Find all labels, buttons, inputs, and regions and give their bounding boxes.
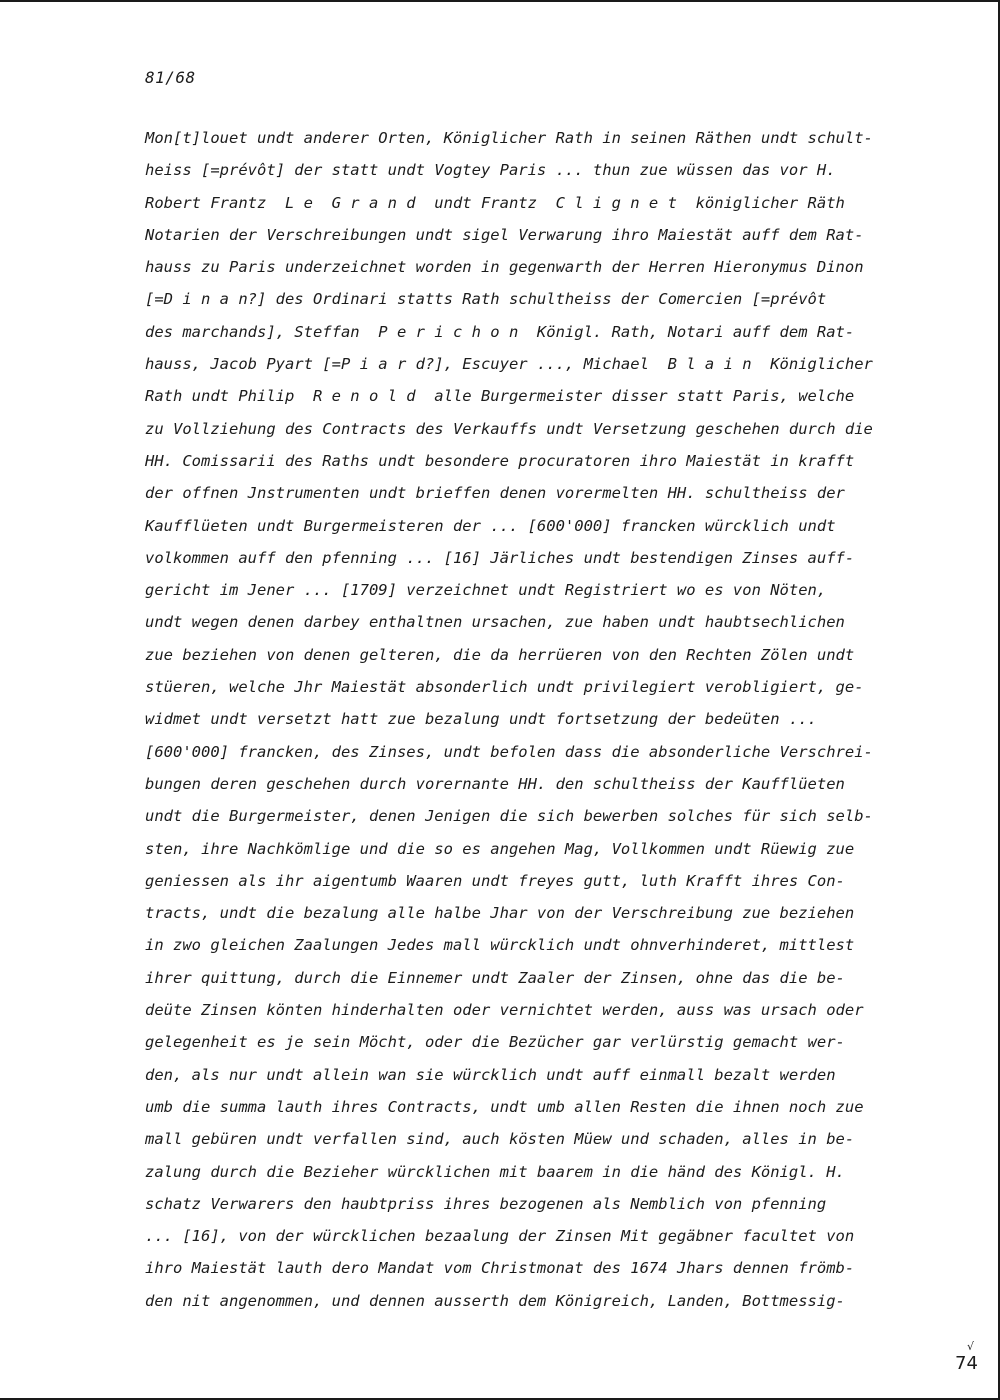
text-line: Kaufflüeten undt Burgermeisteren der ... [600'000] francken würcklich undt [145,516,836,535]
transcription-body [145,122,935,1317]
text-line: des marchands], Steffan P e r i c h o n Königl. Rath, Notari auff dem Rat- [145,322,855,341]
text-line: HH. Comissarii des Raths undt besondere procuratoren ihro Maiestät in krafft [145,451,855,470]
text-line: bungen deren geschehen durch vorernante HH. den schultheiss der Kaufflüeten [145,774,845,793]
scan-border-top [0,0,1000,2]
text-line: sten, ihre Nachkömlige und die so es angehen Mag, Vollkommen undt Rüewig zue [145,839,855,858]
text-line: Mon[t]louet undt anderer Orten, Königlicher Rath in seinen Räthen undt schult- [145,129,873,147]
text-line: zalung durch die Bezieher würcklichen mit baarem in die händ des Königl. H. [145,1162,845,1181]
text-line: gelegenheit es je sein Möcht, oder die Bezücher gar verlürstig gemacht wer- [145,1033,845,1052]
text-line: heiss [=prévôt] der statt undt Vogtey Paris ... thun zue wüssen das vor H. [145,161,836,180]
text-line: ... [16], von der würcklichen bezaalung der Zinsen Mit gegäbner facultet von [145,1227,855,1246]
text-line: geniessen als ihr aigentumb Waaren undt freyes gutt, luth Krafft ihres Con- [145,871,845,890]
text-line: ihro Maiestät lauth dero Mandat vom Christmonat des 1674 Jhars dennen frömb- [145,1259,855,1278]
text-line: umb die summa lauth ihres Contracts, undt umb allen Resten die ihnen noch zue [145,1097,864,1116]
text-line: zu Vollziehung des Contracts des Verkauffs undt Versetzung geschehen durch die [145,419,873,438]
page-reference: 81/68 [145,68,196,87]
text-line: der offnen Jnstrumenten undt brieffen denen vorermelten HH. schultheiss der [145,484,845,503]
text-line: den nit angenommen, und dennen ausserth dem Königreich, Landen, Bottmessig- [145,1291,845,1310]
text-line: [=D i n a n?] des Ordinari statts Rath schultheiss der Comercien [=prévôt [145,290,827,309]
text-line: gericht im Jener ... [1709] verzeichnet undt Registriert wo es von Nöten, [145,581,827,600]
folio-number: 74 [955,1353,978,1374]
text-line: widmet undt versetzt hatt zue bezalung undt fortsetzung der bedeüten ... [145,710,817,729]
text-line: Rath undt Philip R e n o l d alle Burgermeister disser statt Paris, welche [145,387,855,406]
text-line: tracts, undt die bezalung alle halbe Jhar von der Verschreibung zue beziehen [145,904,855,923]
text-line: hauss zu Paris underzeichnet worden in gegenwarth der Herren Hieronymus Dinon [145,258,864,277]
text-line: Robert Frantz L e G r a n d undt Frantz C l i g n e t königlicher Räth [145,193,845,212]
text-line: zue beziehen von denen gelteren, die da herrüeren von den Rechten Zölen undt [145,645,855,664]
folio-check-mark: √ [967,1340,975,1353]
text-line: deüte Zinsen könten hinderhalten oder vernichtet werden, auss was ursach oder [145,1001,864,1020]
text-line: undt wegen denen darbey enthaltnen ursachen, zue haben undt haubtsechlichen [145,613,845,632]
text-line: volkommen auff den pfenning ... [16] Järliches undt bestendigen Zinses auff- [145,548,855,567]
text-line: stüeren, welche Jhr Maiestät absonderlich undt privilegiert verobligiert, ge- [145,678,864,697]
text-line: hauss, Jacob Pyart [=P i a r d?], Escuyer ..., Michael B l a i n Königlicher [145,355,873,374]
text-line: [600'000] francken, des Zinses, undt befolen dass die absonderliche Verschrei- [145,742,873,761]
text-line: mall gebüren undt verfallen sind, auch kösten Müew und schaden, alles in be- [145,1130,855,1149]
text-line: den, als nur undt allein wan sie würcklich undt auff einmall bezalt werden [145,1065,836,1084]
text-line: schatz Verwarers den haubtpriss ihres bezogenen als Nemblich von pfenning [145,1194,827,1213]
text-line: in zwo gleichen Zaalungen Jedes mall würcklich undt ohnverhinderet, mittlest [145,936,855,955]
text-line: undt die Burgermeister, denen Jenigen die sich bewerben solches für sich selb- [145,807,873,826]
text-line: ihrer quittung, durch die Einnemer undt Zaaler der Zinsen, ohne das die be- [145,968,845,987]
text-line: Notarien der Verschreibungen undt sigel Verwarung ihro Maiestät auff dem Rat- [145,225,864,244]
